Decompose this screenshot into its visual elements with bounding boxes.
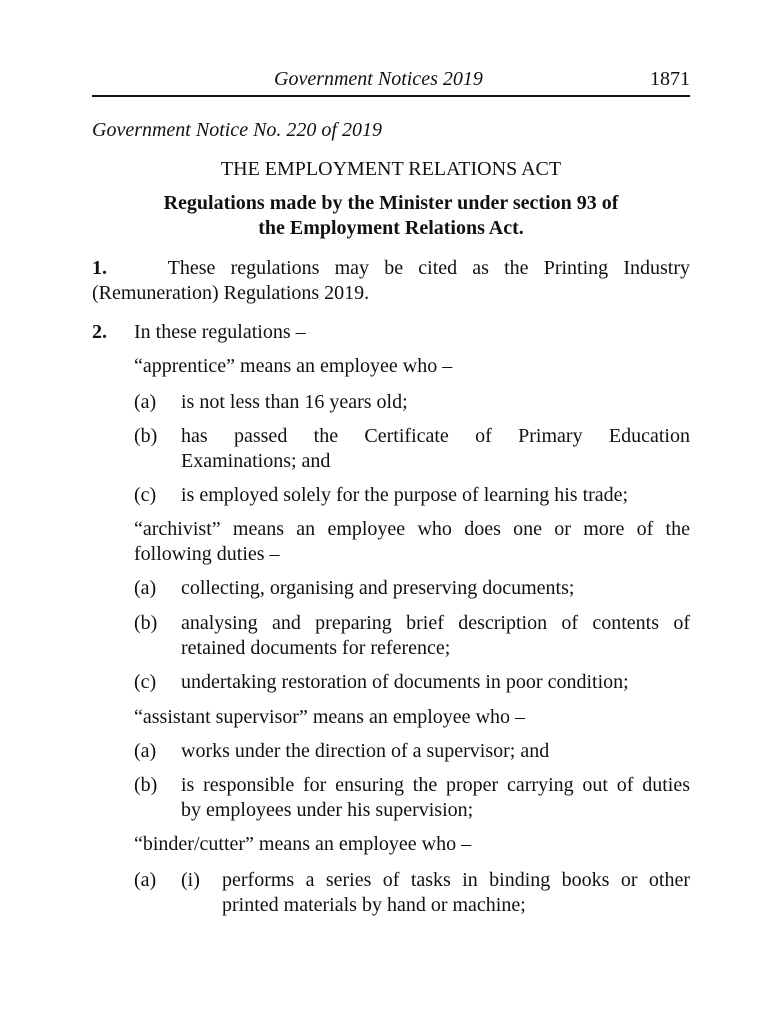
item-text [222, 868, 690, 918]
item-text-line1: analysing and preparing brief description of contents of [181, 612, 690, 634]
item-text-line1: is responsible for ensuring the proper carrying out of duties [181, 774, 690, 796]
regulations-subtitle-line2: the Employment Relations Act. [258, 217, 524, 239]
running-header [92, 67, 690, 97]
section-2 [92, 320, 690, 345]
section-1-number: 1. [92, 257, 107, 279]
item-text: is not less than 16 years old; [181, 391, 408, 413]
item-text-line2: printed materials by hand or machine; [222, 894, 526, 916]
section-2-intro: In these regulations – [134, 321, 306, 343]
section-1-line1 [92, 256, 690, 281]
item-label: (a) [134, 391, 157, 413]
definition-binder-cutter: “binder/cutter” means an employee who – [134, 833, 472, 855]
definition-apprentice: “apprentice” means an employee who – [134, 355, 453, 377]
document-page [92, 0, 690, 1024]
item-text: undertaking restoration of documents in poor condition; [181, 671, 629, 693]
item-label: (c) [134, 484, 157, 506]
item-label: (b) [134, 774, 158, 796]
item-label: (b) [134, 612, 158, 634]
page-number: 1871 [650, 68, 690, 90]
definition-archivist-line1: “archivist” means an employee who does one or more of the [134, 518, 690, 540]
item-text: is employed solely for the purpose of learning his trade; [181, 484, 629, 506]
section-2-number: 2. [92, 321, 107, 343]
act-title: THE EMPLOYMENT RELATIONS ACT [220, 158, 562, 180]
item-label: (b) [134, 425, 158, 447]
definition-archivist [134, 517, 690, 567]
definition-archivist-line2: following duties – [134, 543, 280, 565]
item-text [181, 424, 690, 474]
item-text-line2: retained documents for reference; [181, 637, 451, 659]
item-text: works under the direction of a supervisor; and [181, 740, 550, 762]
item-label: (c) [134, 671, 157, 693]
item-text: collecting, organising and preserving documents; [181, 577, 575, 599]
item-label: (a) [134, 740, 157, 762]
regulations-subtitle [92, 191, 690, 241]
item-text-line2: by employees under his supervision; [181, 799, 474, 821]
section-1 [92, 256, 690, 306]
running-title: Government Notices 2019 [274, 68, 483, 90]
section-1-text-line2: (Remuneration) Regulations 2019. [92, 282, 370, 304]
item-text-line2: Examinations; and [181, 450, 331, 472]
item-text-line1: performs a series of tasks in binding books or other [222, 869, 690, 891]
sub-item-label: (i) [181, 869, 200, 891]
item-text-line1: has passed the Certificate of Primary Education [181, 425, 690, 447]
item-text [181, 773, 690, 823]
item-text [181, 611, 690, 661]
regulations-subtitle-line1: Regulations made by the Minister under section 93 of [163, 192, 619, 214]
definition-assistant-supervisor: “assistant supervisor” means an employee who – [134, 706, 526, 728]
item-label: (a) [134, 577, 157, 599]
section-1-text-line1: These regulations may be cited as the Printing Industry [167, 257, 691, 279]
item-label: (a) [134, 869, 157, 891]
notice-number: Government Notice No. 220 of 2019 [92, 119, 382, 141]
